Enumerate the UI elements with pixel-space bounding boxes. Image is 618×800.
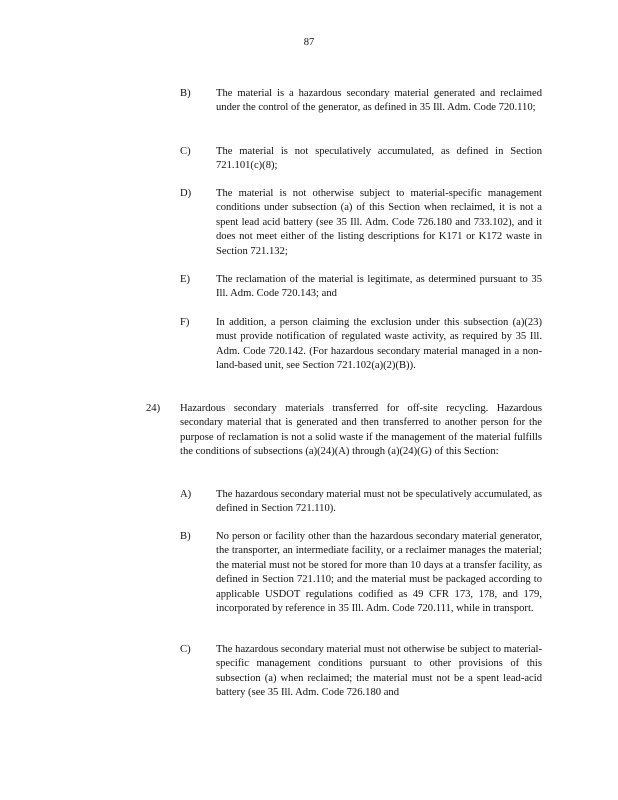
page-number: 87 — [303, 37, 315, 48]
item-label: B) — [180, 88, 191, 99]
item-label: C) — [180, 644, 191, 655]
item-text: The material is not speculatively accumulated, as defined in Section 721.101(c)(8); — [216, 146, 542, 172]
item-text: The hazardous secondary material must not otherwise be subject to material-specific management conditions pursuant to other provisions of this subsection (a) when reclaimed; the material must not be a spent lead-acid battery (see 35 Ill. Adm. Code 726.180 and — [216, 644, 542, 699]
item-label: F) — [180, 317, 190, 328]
item-label: D) — [180, 188, 192, 199]
item-text: The reclamation of the material is legitimate, as determined pursuant to 35 Ill. Adm. Code 720.143; and — [216, 274, 542, 300]
item-text: The material is not otherwise subject to material-specific management conditions under subsection (a) of this Section when reclaimed, it is not a spent lead acid battery (see 35 Ill. Adm. Code 726.180 and 733.102), and it does not meet either of the listing descriptions for K171 or K172 waste in Section 721.132; — [216, 188, 542, 257]
item-text: In addition, a person claiming the exclusion under this subsection (a)(23) must provide notification of regulated waste activity, as required by 35 Ill. Adm. Code 720.142. (For hazardous secondary material managed in a non-land-based unit, see Section 721.102(a)(2)(B)). — [216, 317, 542, 372]
item-text: The hazardous secondary material must not be speculatively accumulated, as defined in Section 721.110). — [216, 489, 542, 515]
item-text: No person or facility other than the hazardous secondary material generator, the transporter, an intermediate facility, or a reclaimer manages the material; the material must not be stored for more than 10 days at a transfer facility, as defined in Section 721.110; and the material must be packaged according to applicable USDOT regulations codified as 49 CFR 173, 178, and 179, incorporated by reference in 35 Ill. Adm. Code 720.111, while in transport. — [216, 531, 542, 615]
item-text: Hazardous secondary materials transferred for off-site recycling. Hazardous secondary material that is generated and then transferred to another person for the purpose of reclamation is not a solid waste if the management of the material fulfills the conditions of subsections (a)(24)(A) through (a)(24)(G) of this Section: — [180, 403, 542, 458]
item-label: 24) — [146, 403, 161, 414]
item-label: C) — [180, 146, 191, 157]
item-label: A) — [180, 489, 192, 500]
item-label: E) — [180, 274, 190, 285]
item-label: B) — [180, 531, 191, 542]
item-text: The material is a hazardous secondary material generated and reclaimed under the control of the generator, as defined in 35 Ill. Adm. Code 720.110; — [216, 88, 542, 114]
